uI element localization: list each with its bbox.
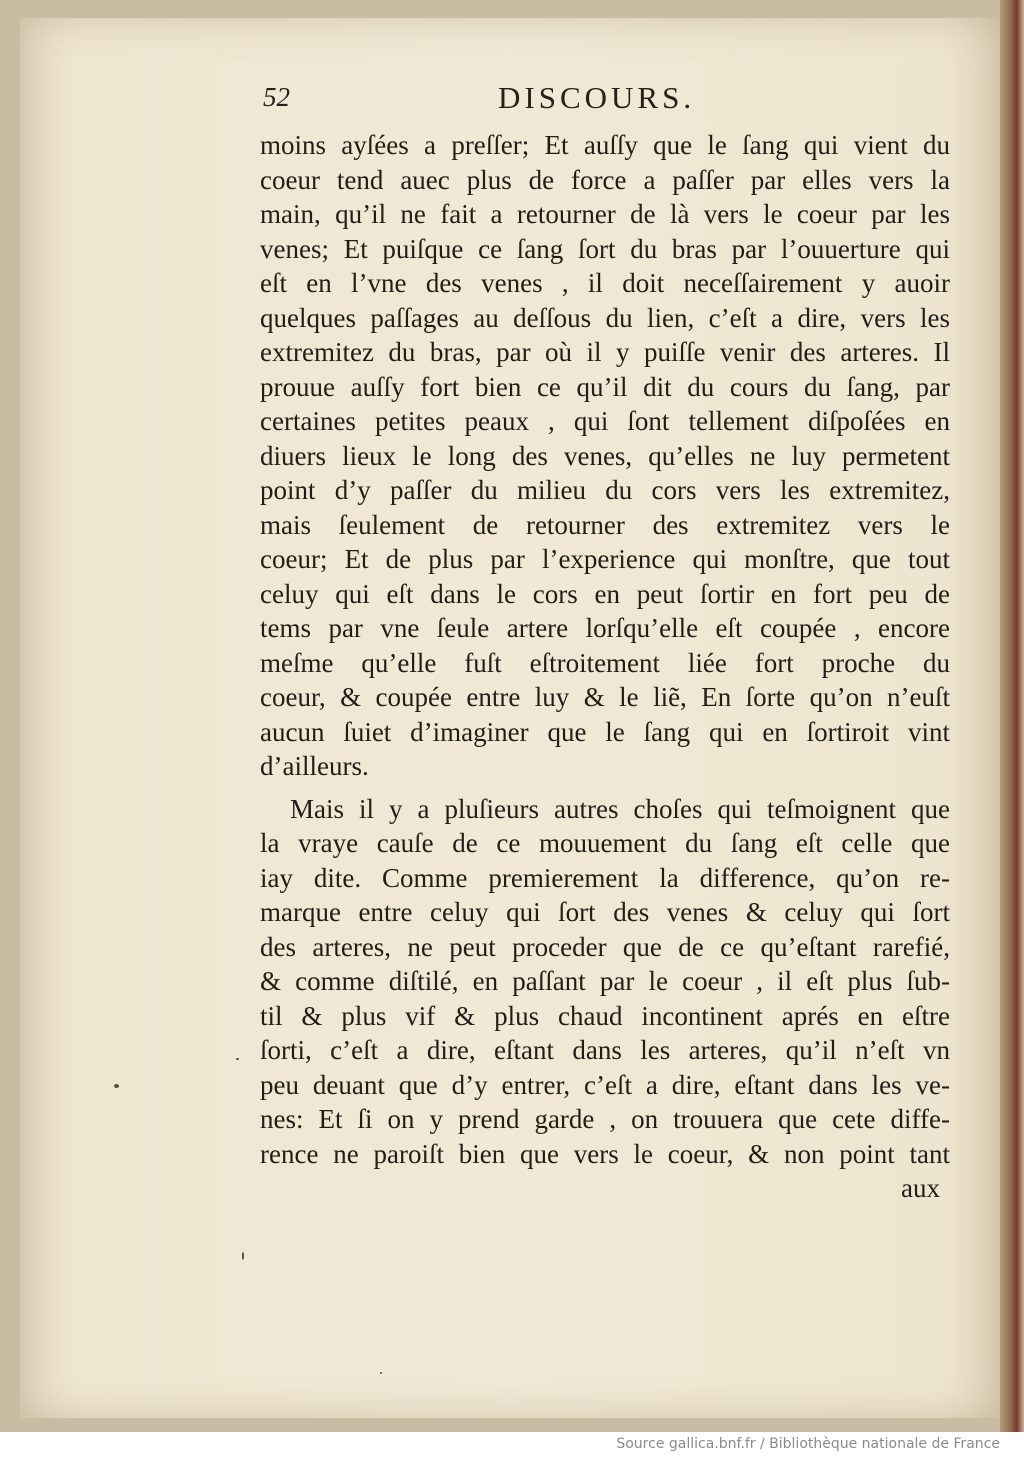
- text-line: venes; Et puiſque ce ſang ſort du bras par l’ouuerture qui: [260, 233, 950, 264]
- text-line: Mais il y a pluſieurs autres choſes qui teſmoignent que: [290, 793, 950, 824]
- text-line: til & plus vif & plus chaud incontinent aprés en eſtre: [260, 1000, 950, 1031]
- text-line: main, qu’il ne fait a retourner de là vers le coeur par les: [260, 199, 950, 229]
- text-line: peu deuant que d’y entrer, c’eſt a dire, eſtant dans les ve-: [260, 1069, 950, 1100]
- page-header: [243, 82, 963, 122]
- text-line: point d’y paſſer du milieu du cors vers les extremitez,: [260, 475, 950, 505]
- text-line: coeur tend auec plus de force a paſſer par elles vers la: [260, 164, 950, 195]
- text-line: des arteres, ne peut proceder que de ce qu’eſtant rarefié,: [260, 931, 950, 962]
- text-line: & comme diſtilé, en paſſant par le coeur , il eſt plus ſub-: [260, 966, 950, 996]
- text-line: certaines petites peaux , qui ſont tellement diſpoſées en: [260, 406, 950, 436]
- body-text: [260, 128, 950, 1206]
- text-line: aucun ſuiet d’imaginer que le ſang qui en ſortiroit vint: [260, 716, 950, 747]
- footer-bar: [0, 1432, 1024, 1460]
- text-line: prouue auſſy fort bien ce qu’il dit du cours du ſang, par: [260, 371, 950, 402]
- source-credit: Source gallica.bnf.fr / Bibliothèque nationale de France: [616, 1436, 1000, 1452]
- text-line: celuy qui eſt dans le cors en peut ſortir en fort peu de: [260, 578, 950, 609]
- text-line: iay dite. Comme premierement la difference, qu’on re-: [260, 862, 950, 893]
- text-line: meſme qu’elle fuſt eſtroitement liée fort proche du: [260, 647, 950, 678]
- catchword: aux: [901, 1173, 940, 1203]
- text-line: quelques paſſages au deſſous du lien, c’eſt a dire, vers les: [260, 302, 950, 333]
- text-line: ſorti, c’eſt a dire, eſtant dans les arteres, qu’il n’eſt vn: [260, 1035, 950, 1065]
- text-line: coeur, & coupée entre luy & le liẽ, En ſorte qu’on n’euſt: [260, 682, 950, 712]
- text-line: diuers lieux le long des venes, qu’elles ne luy permetent: [260, 440, 950, 471]
- text-line: d’ailleurs.: [260, 751, 369, 781]
- running-title: DISCOURS.: [498, 80, 696, 115]
- text-line: marque entre celuy qui ſort des venes & celuy qui ſort: [260, 897, 950, 927]
- text-line: la vraye cauſe de ce mouuement du ſang eſt celle que: [260, 828, 950, 858]
- text-line: mais ſeulement de retourner des extremitez vers le: [260, 509, 950, 540]
- paragraph-gap: [260, 784, 950, 792]
- text-line: eſt en l’vne des venes , il doit neceſſairement y auoir: [260, 268, 950, 298]
- text-line: nes: Et ſi on y prend garde , on trouuera que cete diffe-: [260, 1104, 950, 1134]
- page-number: 52: [263, 82, 290, 112]
- text-line: rence ne paroiſt bien que vers le coeur, & non point tant: [260, 1138, 950, 1169]
- text-line: moins ayſées a preſſer; Et auſſy que le ſang qui vient du: [260, 130, 950, 160]
- text-line: coeur; Et de plus par l’experience qui monſtre, que tout: [260, 544, 950, 574]
- text-line: extremitez du bras, par où il y puiſſe venir des arteres. Il: [260, 337, 950, 367]
- text-line: tems par vne ſeule artere lorſqu’elle eſt coupée , encore: [260, 613, 950, 643]
- book-binding-edge: [1000, 0, 1024, 1432]
